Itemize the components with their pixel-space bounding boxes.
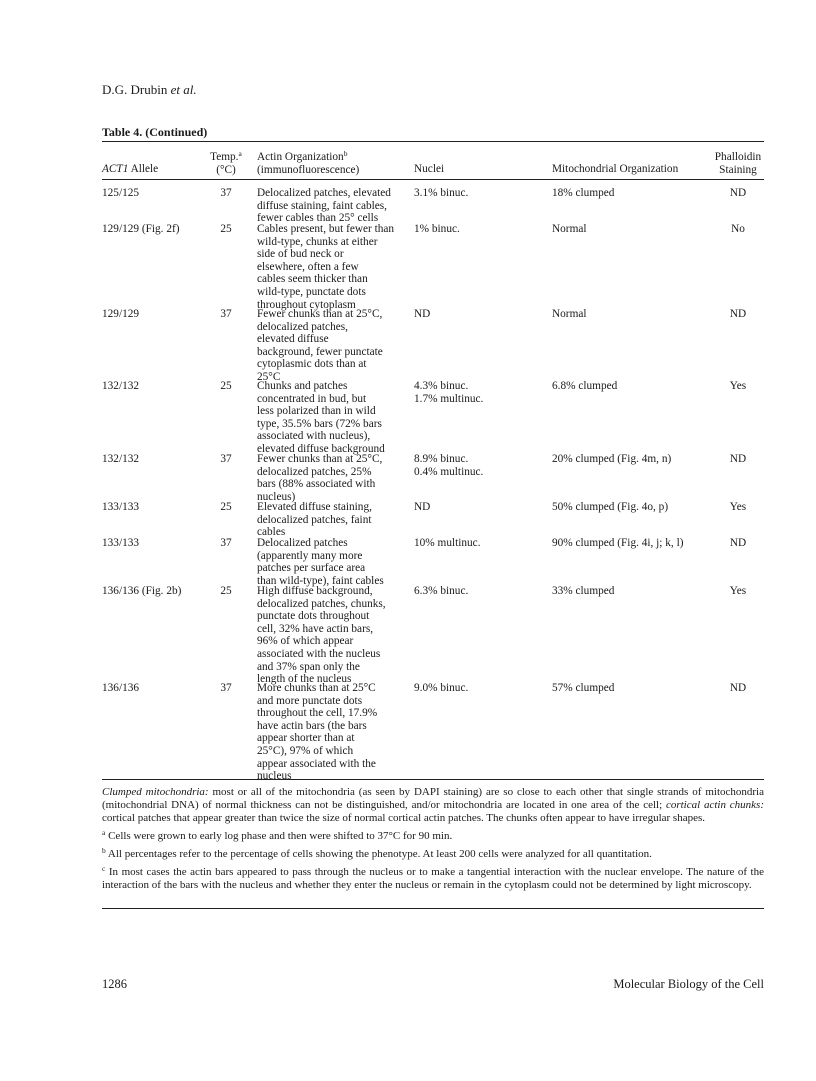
row-2-actin-line-3: side of bud neck or	[257, 248, 344, 261]
row-8-actin-line-4: cell, 32% have actin bars,	[257, 622, 374, 635]
header-allele: ACT1 Allele	[102, 163, 159, 175]
row-4-nuclei-line-2: 1.7% multinuc.	[414, 392, 484, 405]
footnote-c: $^c$ In most cases the actin bars appeared to pass through the nucleus or to make a tangential interaction with the nuclear envelope. The nature of the interaction of the bars with the nucleus and whether they enter the nucleus or remain in the cytoplasm could not be determined by light microscopy.	[102, 864, 764, 891]
row-8-temp: 25	[220, 585, 232, 597]
row-5-phalloidin: ND	[729, 453, 747, 465]
row-9-actin-line-3: throughout the cell, 17.9%	[257, 707, 378, 720]
row-5-temp: 37	[220, 453, 232, 465]
row-9-actin-line-8: nucleus	[257, 770, 292, 783]
row-2-actin-line-1: Cables present, but fewer than	[257, 223, 395, 235]
row-6-actin-line-3: cables	[257, 526, 286, 539]
row-2-actin-line-5: cables seem thicker than	[257, 273, 368, 286]
row-8-phalloidin: Yes	[729, 585, 747, 597]
row-9-temp: 37	[220, 682, 232, 694]
row-7-nuclei: 10% multinuc.	[414, 537, 481, 549]
row-4-actin-line-3: less polarized than in wild	[257, 405, 376, 418]
header-temp: Temp.$^a$ (°C)	[210, 149, 242, 176]
row-1-actin-line-2: diffuse staining, faint cables,	[257, 199, 387, 212]
row-4-allele: 132/132	[102, 380, 140, 392]
row-3-actin-line-4: background, fewer punctate	[257, 345, 383, 358]
row-9-nuclei: 9.0% binuc.	[414, 682, 469, 694]
row-2-temp: 25	[220, 223, 232, 235]
row-7-phalloidin: ND	[729, 537, 747, 549]
header-phalloidin: Phalloidin Staining	[714, 151, 762, 176]
footnote-definitions: Clumped mitochondria: most or all of the mitochondria (as seen by DAPI staining) are so close to each other that single strands of mitochondria (mitochondrial DNA) of normal thickness can not be distinguished, and/or mitochondria are located in one area of the cell; cortical actin chunks: cortical patches that appear greater than twice the size of normal cortical actin patches. The chunks often appear to have irregular shapes.	[102, 786, 764, 824]
row-1-actin-line-3: fewer cables than 25° cells	[257, 212, 379, 225]
row-4-temp: 25	[220, 380, 232, 392]
row-3-mito: Normal	[552, 308, 587, 320]
row-6-actin-line-1: Elevated diffuse staining,	[257, 501, 372, 513]
row-9-actin-line-7: appear associated with the	[257, 757, 376, 770]
row-3-actin-line-1: Fewer chunks than at 25°C,	[257, 308, 383, 320]
row-2-actin-line-6: wild-type, punctate dots	[257, 286, 366, 298]
row-1-phalloidin: ND	[729, 187, 747, 199]
row-3-phalloidin: ND	[729, 308, 747, 320]
table-top-rule	[102, 141, 764, 142]
row-3-actin-line-6: 25°C	[257, 371, 281, 383]
row-8-actin-line-6: associated with the nucleus	[257, 648, 381, 660]
row-3-actin-line-2: delocalized patches,	[257, 320, 348, 333]
running-head: D.G. Drubin et al.	[102, 82, 197, 97]
row-5-nuclei-line-2: 0.4% multinuc.	[414, 465, 484, 478]
row-4-actin-line-6: elevated diffuse background	[257, 443, 385, 455]
row-6-mito: 50% clumped (Fig. 4o, p)	[552, 501, 669, 513]
row-9-actin-line-6: 25°C), 97% of which	[257, 745, 354, 757]
row-1-nuclei: 3.1% binuc.	[414, 187, 469, 199]
row-4-actin-line-5: associated with nucleus),	[257, 430, 371, 443]
row-2-actin-line-7: throughout cytoplasm	[257, 298, 356, 311]
row-3-actin-line-3: elevated diffuse	[257, 333, 329, 346]
row-9-actin-line-5: appear shorter than at	[257, 732, 355, 745]
row-7-mito: 90% clumped (Fig. 4i, j; k, l)	[552, 537, 684, 549]
footnote-a: $^a$ Cells were grown to early log phase and then were shifted to 37°C for 90 min.	[102, 828, 453, 842]
journal-name: Molecular Biology of the Cell	[613, 977, 764, 991]
row-8-actin-line-8: length of the nucleus	[257, 673, 352, 686]
row-9-actin-line-1: More chunks than at 25°C	[257, 682, 376, 694]
row-8-nuclei: 6.3% binuc.	[414, 585, 469, 597]
row-9-actin-line-2: and more punctate dots	[257, 694, 363, 707]
row-7-actin-line-3: patches per surface area	[257, 562, 366, 575]
row-3-allele: 129/129	[102, 308, 140, 320]
row-5-actin-line-3: bars (88% associated with	[257, 478, 376, 491]
row-6-phalloidin: Yes	[729, 501, 747, 513]
row-1-allele: 125/125	[102, 187, 140, 199]
row-8-actin-line-5: 96% of which appear	[257, 635, 354, 648]
row-5-allele: 132/132	[102, 453, 140, 465]
row-3-nuclei: ND	[414, 308, 431, 320]
row-9-actin-line-4: have actin bars (the bars	[257, 719, 367, 732]
row-4-actin-line-4: type, 35.5% bars (72% bars	[257, 417, 382, 430]
row-5-nuclei-line-1: 8.9% binuc.	[414, 453, 469, 465]
row-8-allele: 136/136 (Fig. 2b)	[102, 585, 182, 597]
row-9-phalloidin: ND	[729, 682, 747, 694]
row-2-mito: Normal	[552, 223, 587, 235]
row-9-allele: 136/136	[102, 682, 140, 694]
row-8-actin-line-1: High diffuse background,	[257, 585, 373, 597]
row-7-temp: 37	[220, 537, 232, 549]
header-rule	[102, 179, 764, 180]
row-2-nuclei: 1% binuc.	[414, 223, 460, 235]
row-8-actin-line-7: and 37% span only the	[257, 660, 360, 673]
table-footnotes	[102, 786, 764, 897]
header-actin: Actin Organization$^b$ (immunofluorescence)	[257, 149, 360, 176]
row-4-phalloidin: Yes	[729, 380, 747, 392]
row-1-mito: 18% clumped	[552, 187, 615, 199]
header-mito: Mitochondrial Organization	[552, 163, 679, 175]
row-8-mito: 33% clumped	[552, 585, 615, 597]
row-2-phalloidin: No	[731, 223, 745, 235]
row-5-actin-line-1: Fewer chunks than at 25°C,	[257, 453, 383, 465]
table-bottom-rule	[102, 779, 764, 780]
row-6-nuclei: ND	[414, 501, 431, 513]
row-7-actin-line-4: than wild-type), faint cables	[257, 574, 384, 587]
row-1-actin-line-1: Delocalized patches, elevated	[257, 187, 391, 199]
row-1-temp: 37	[220, 187, 232, 199]
row-5-mito: 20% clumped (Fig. 4m, n)	[552, 453, 672, 465]
row-7-allele: 133/133	[102, 537, 140, 549]
row-2-actin-line-4: elsewhere, often a few	[257, 260, 359, 273]
row-4-actin-line-2: concentrated in bud, but	[257, 392, 367, 405]
row-8-actin-line-3: punctate dots throughout	[257, 610, 370, 623]
row-9-mito: 57% clumped	[552, 682, 615, 694]
footnote-bottom-rule	[102, 908, 764, 909]
row-6-temp: 25	[220, 501, 232, 513]
row-4-nuclei-line-1: 4.3% binuc.	[414, 380, 469, 392]
row-2-actin-line-2: wild-type, chunks at either	[257, 235, 378, 248]
row-4-actin-line-1: Chunks and patches	[257, 380, 348, 392]
row-6-actin-line-2: delocalized patches, faint	[257, 513, 372, 526]
row-5-actin-line-2: delocalized patches, 25%	[257, 465, 372, 478]
row-7-actin-line-2: (apparently many more	[257, 549, 363, 562]
row-2-allele: 129/129 (Fig. 2f)	[102, 223, 180, 235]
page-number: 1286	[102, 977, 127, 991]
header-nuclei: Nuclei	[414, 163, 445, 175]
row-5-actin-line-4: nucleus)	[257, 490, 296, 503]
row-7-actin-line-1: Delocalized patches	[257, 537, 348, 549]
row-4-mito: 6.8% clumped	[552, 380, 618, 392]
table-title: Table 4. (Continued)	[102, 125, 208, 139]
row-8-actin-line-2: delocalized patches, chunks,	[257, 597, 386, 610]
footnote-b: $^b$ All percentages refer to the percentage of cells showing the phenotype. At least 200 cells were analyzed for all quantitation.	[102, 846, 652, 860]
row-3-temp: 37	[220, 308, 232, 320]
row-3-actin-line-5: cytoplasmic dots than at	[257, 358, 367, 371]
row-6-allele: 133/133	[102, 501, 140, 513]
